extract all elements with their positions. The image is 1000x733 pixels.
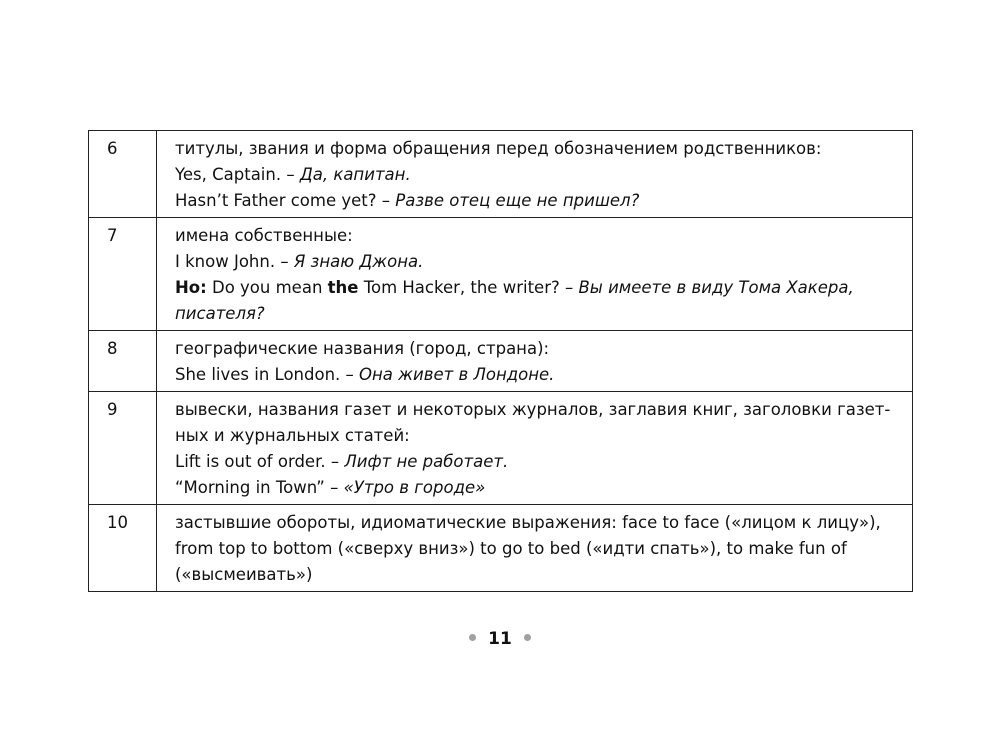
example-en: “Morning in Town” (175, 478, 325, 497)
row-heading: титулы, звания и форма обращения перед обозначением родственников: (175, 139, 822, 158)
row-content (157, 131, 913, 218)
table-row (89, 505, 913, 592)
page-number: 11 (488, 629, 512, 649)
row-content (157, 392, 913, 505)
example-line (175, 475, 902, 501)
exception-label: Но: (175, 278, 207, 297)
example-line (175, 249, 902, 275)
example-separator: – (340, 365, 360, 384)
bullet-dot-icon (469, 634, 476, 641)
example-separator: – (325, 452, 345, 471)
example-separator: – (281, 165, 300, 184)
bullet-dot-icon (524, 634, 531, 641)
page-footer (0, 626, 1000, 652)
table-row (89, 331, 913, 392)
exception-ru: Вы имеете в виду Тома Хакера, писателя? (175, 278, 854, 323)
exception-line (175, 275, 902, 327)
row-content (157, 218, 913, 331)
example-ru: Лифт не работает. (344, 452, 509, 471)
table-row (89, 131, 913, 218)
row-number: 8 (89, 331, 157, 392)
example-en: Lift is out of order. (175, 452, 326, 471)
example-line (175, 362, 902, 388)
row-heading: географические названия (город, страна): (175, 339, 550, 358)
example-ru: Разве отец еще не пришел? (395, 191, 640, 210)
row-number: 6 (89, 131, 157, 218)
row-heading: имена собственные: (175, 226, 353, 245)
exception-text-before: Do you mean (206, 278, 328, 297)
example-line (175, 449, 902, 475)
example-en: Yes, Captain. (175, 165, 282, 184)
example-line (175, 188, 902, 214)
rules-table (88, 130, 913, 592)
example-separator: – (324, 478, 344, 497)
exception-article: the (327, 278, 359, 297)
example-separator: – (275, 252, 294, 271)
example-en: I know John. (175, 252, 276, 271)
example-separator: – (376, 191, 396, 210)
example-ru: Она живет в Лондоне. (359, 365, 555, 384)
row-number: 9 (89, 392, 157, 505)
row-number: 7 (89, 218, 157, 331)
row-content (157, 505, 913, 592)
exception-text-after: Tom Hacker, the writer? (358, 278, 560, 297)
row-heading: вывески, названия газет и некоторых журналов, заглавия книг, заголовки газет-ных и журнальных статей: (175, 400, 891, 445)
row-number: 10 (89, 505, 157, 592)
example-ru: «Утро в городе» (343, 478, 486, 497)
example-en: She lives in London. (175, 365, 341, 384)
example-en: Hasn’t Father come yet? (175, 191, 377, 210)
row-content (157, 331, 913, 392)
example-ru: Да, капитан. (299, 165, 411, 184)
row-heading: застывшие обороты, идиоматические выражения: face to face («лицом к лицу»), from top to bottom («сверху вниз») to go to bed («идти спать»), to make fun of («высмеивать») (175, 513, 881, 584)
example-ru: Я знаю Джона. (293, 252, 424, 271)
example-separator: – (559, 278, 579, 297)
table-row (89, 218, 913, 331)
table-row (89, 392, 913, 505)
example-line (175, 162, 902, 188)
